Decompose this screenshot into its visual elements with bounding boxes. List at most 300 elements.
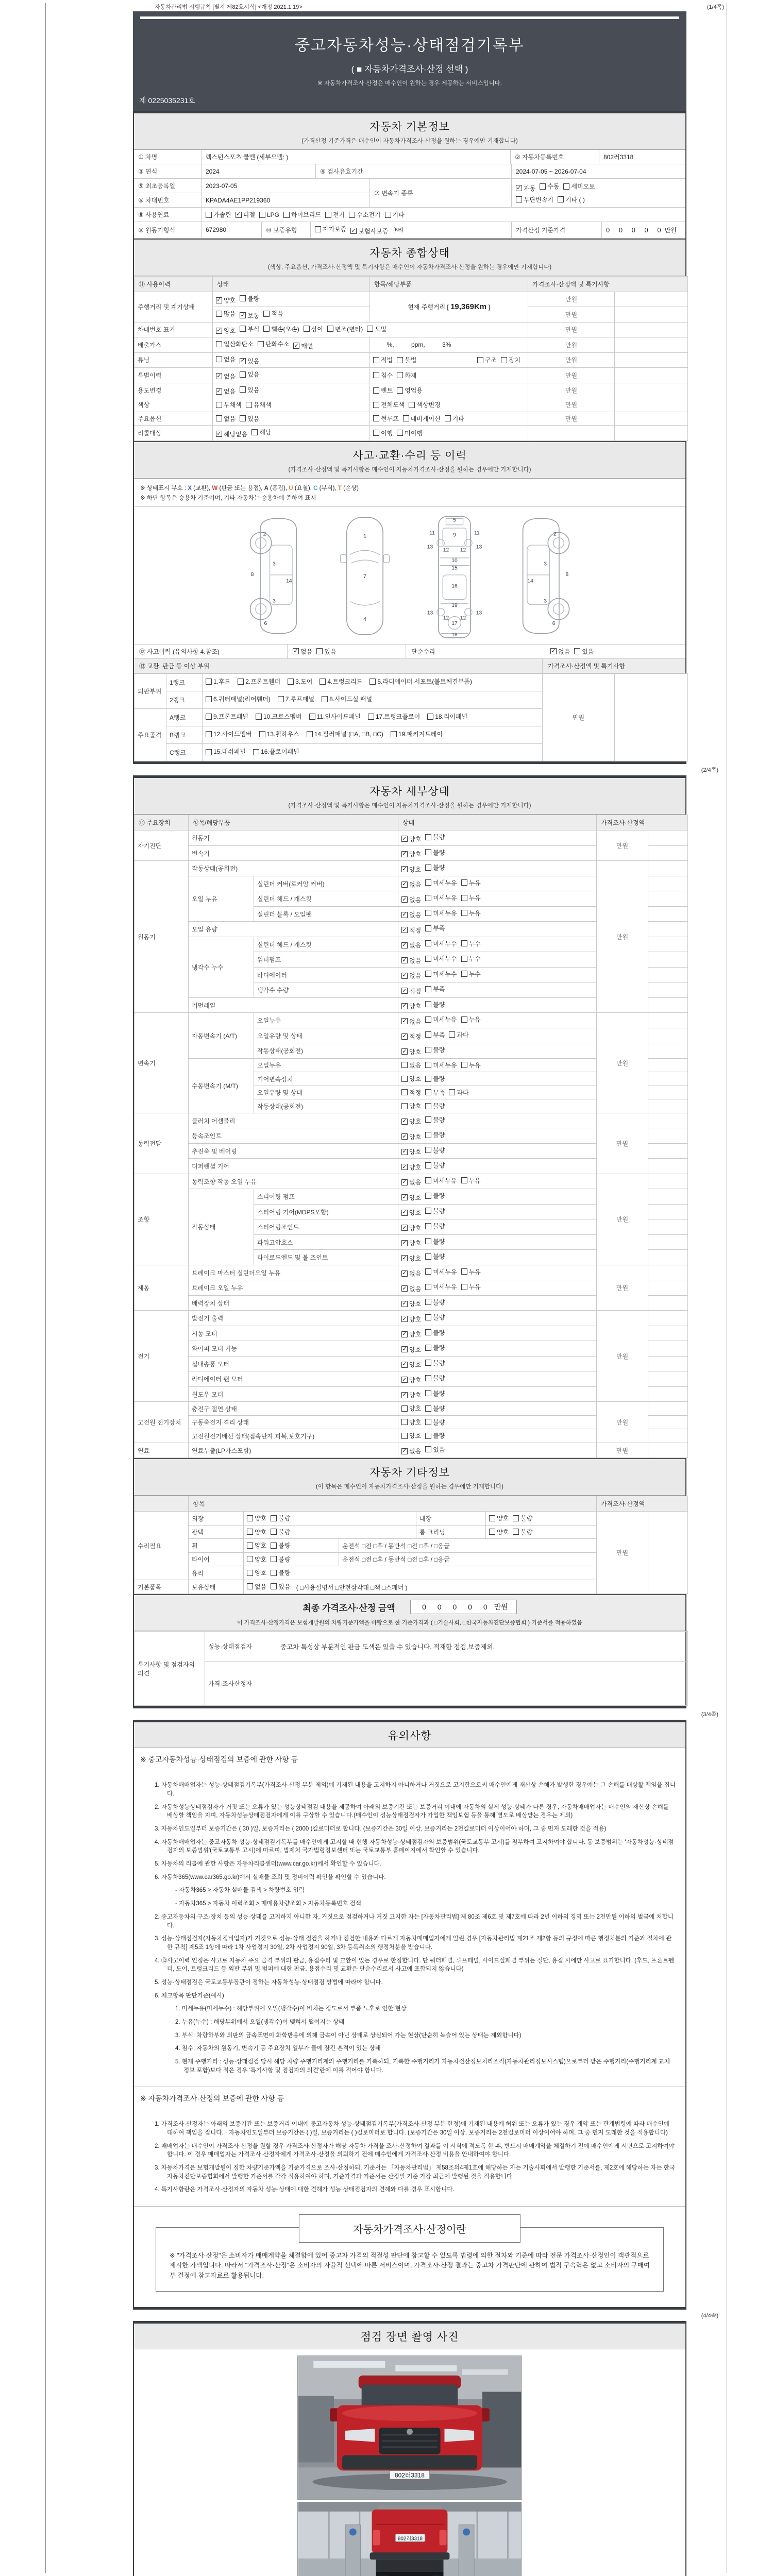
checkbox-label: 불량 <box>433 1046 445 1054</box>
checkbox-unchecked <box>516 195 553 204</box>
checkbox-unchecked <box>216 309 236 318</box>
final-price-label: 최종 가격조사·산정 금액 <box>303 1603 395 1613</box>
checkbox-icon <box>425 1360 431 1366</box>
checkbox-label: 유채색 <box>253 401 272 409</box>
checkbox-unchecked <box>258 340 289 348</box>
checkbox-unchecked <box>373 355 393 364</box>
section-title: 사고·교환·수리 등 이력 <box>352 449 467 462</box>
item-label: 내장 <box>416 1512 486 1526</box>
note-cell <box>648 1128 688 1144</box>
item-label: 외장 <box>189 1512 244 1526</box>
checkbox-icon: ✓ <box>551 648 556 654</box>
diagram-number: 8 <box>250 571 254 578</box>
note-cell <box>648 1295 688 1311</box>
subitem-label: 실린더 헤드 / 개스킷 <box>254 891 398 907</box>
checkbox-icon <box>206 731 212 737</box>
checkbox-icon <box>373 387 379 394</box>
item-label: 광택 <box>189 1525 244 1539</box>
status-cell <box>244 1512 416 1526</box>
checkbox-label: 상이 <box>311 325 323 333</box>
checkbox-checked <box>350 227 388 235</box>
checkbox-label: 양호 <box>409 1361 422 1369</box>
detail-status-table <box>134 815 688 1458</box>
checkbox-icon: ✓ <box>402 942 407 948</box>
checkbox-unchecked <box>216 414 236 423</box>
status-code-desc: (손상) <box>341 485 359 492</box>
checkbox-label: 16.플로어패널 <box>261 748 299 756</box>
item-label: 수동변속기 (M/T) <box>189 1058 254 1113</box>
status-code-desc: (요철), <box>293 485 314 492</box>
table-row <box>135 1013 688 1028</box>
status-cell <box>398 1219 597 1235</box>
checkbox-label: 양호 <box>497 1515 509 1522</box>
checkbox-label: 없음 <box>224 388 236 395</box>
checkbox-label: 양호 <box>409 1224 422 1232</box>
checkbox-unchecked <box>247 1582 266 1591</box>
checkbox-label: 수소전기 <box>357 211 381 218</box>
notice-item: 3. 자동차인도일부터 보증기간은 ( 30 )일, 보증거리는 ( 2000 )킬로미터로 합니다. (보증기간은 30일 이상, 보증거리는 2천킬로미터 이상이어야 하며, 그 중 먼저 도래한 것을 적용) <box>155 1826 607 1833</box>
checkbox-icon <box>425 895 431 901</box>
checkbox-icon <box>425 956 431 962</box>
checkbox-label: 불량 <box>433 1298 445 1306</box>
checkbox-checked <box>401 1315 421 1324</box>
note-cell <box>648 997 688 1013</box>
panel-items-cell <box>203 673 543 691</box>
checkbox-icon <box>325 212 331 218</box>
checkbox-checked <box>216 326 236 335</box>
checkbox-icon <box>409 402 415 408</box>
rank-label: 1랭크 <box>166 673 203 691</box>
checkbox-checked <box>401 1002 421 1010</box>
subitem-label: 스티어링 기어(MDPS포함) <box>254 1204 398 1219</box>
checkbox-label: 가솔린 <box>213 211 231 218</box>
note-cell <box>648 1265 688 1280</box>
car-name-value: 렉스턴스포츠 쿨멘 (세부모델: ) <box>201 150 510 164</box>
checkbox-icon: ✓ <box>402 1285 407 1292</box>
car-diagram <box>134 507 685 645</box>
status-code-T: T <box>338 485 342 492</box>
note-cell <box>615 398 688 412</box>
checkbox-label: 양호 <box>409 835 422 843</box>
checkbox-icon <box>216 415 222 421</box>
document-subtitle: ( ■ 자동차가격조사·산정 선택 ) <box>351 64 468 74</box>
item-label: 작동상태(공회전) <box>189 861 398 876</box>
checkbox-label: 과다 <box>457 1089 469 1096</box>
checkbox-unchecked <box>206 711 248 723</box>
checkbox-icon <box>425 971 431 977</box>
mid-checks-left <box>373 400 445 410</box>
overall-status-table <box>134 276 688 441</box>
checkbox-unchecked <box>259 211 279 218</box>
checkbox-label: 있음 <box>247 415 260 422</box>
checkbox-label: 전체도색 <box>381 401 405 409</box>
checkbox-label: 불량 <box>433 1329 445 1336</box>
note-cell <box>648 982 688 998</box>
checkbox-label: 부족 <box>433 986 445 993</box>
checkbox-unchecked <box>425 1088 445 1097</box>
checkbox-label: 양호 <box>409 1315 422 1323</box>
note-cell <box>648 1371 688 1387</box>
checkbox-label: 불량 <box>433 1001 445 1008</box>
checkbox-icon: ✓ <box>402 1148 407 1155</box>
checkbox-label: 미세누수 <box>433 970 457 978</box>
checkbox-icon <box>283 212 290 218</box>
note-cell <box>648 1028 688 1043</box>
checkbox-label: 없음 <box>255 1583 267 1590</box>
item-label: 와이퍼 모터 기능 <box>189 1341 398 1357</box>
diagram-number: 1 <box>363 533 366 539</box>
use-item-label: 주행거리 및 계기상태 <box>135 292 213 322</box>
checkbox-icon <box>271 1543 277 1549</box>
section-photos <box>133 2321 686 2576</box>
note-cell <box>615 292 688 307</box>
note-cell <box>648 1219 688 1235</box>
checkbox-icon <box>425 1405 431 1412</box>
price-cell: 만원 <box>597 831 648 861</box>
checkbox-icon <box>206 212 212 218</box>
device-label: 변속기 <box>135 1013 189 1113</box>
checkbox-label: 미이행 <box>405 429 423 437</box>
checkbox-unchecked <box>247 1514 266 1522</box>
price-cell: 만원 <box>528 322 615 337</box>
price-cell <box>528 426 615 441</box>
status-cell <box>398 1189 597 1205</box>
checkbox-label: 양호 <box>255 1515 267 1522</box>
checkbox-unchecked <box>271 1541 290 1550</box>
checkbox-unchecked <box>461 1015 481 1024</box>
checkbox-icon <box>461 940 467 946</box>
checkbox-label: 기타 <box>392 211 405 218</box>
checkbox-unchecked <box>397 429 423 437</box>
checkbox-unchecked <box>427 711 467 723</box>
checkbox-icon <box>540 183 546 190</box>
checkbox-label: 없음 <box>409 1448 422 1455</box>
notice-item: 4. 특기사항란은 가격조사·산정자의 자동차 성능·상태에 대한 견해가 성능·상태점검자의 견해와 다를 경우 표시합니다. <box>155 2187 455 2193</box>
checkbox-label: 자가보증 <box>323 226 347 233</box>
checkbox-label: 적법 <box>381 357 393 364</box>
checkbox-unchecked <box>322 693 372 705</box>
checkbox-label: 불량 <box>433 1344 445 1352</box>
checkbox-icon <box>256 714 262 720</box>
subitem-label: 오일누유 <box>254 1013 398 1028</box>
checkbox-unchecked <box>247 1568 266 1577</box>
checkbox-icon <box>401 1419 408 1425</box>
checkbox-icon <box>259 731 265 737</box>
item-label: 디퍼렌셜 기어 <box>189 1159 398 1174</box>
item-label: 유리 <box>189 1566 244 1580</box>
checkbox-icon: ✓ <box>216 327 222 333</box>
checkbox-unchecked <box>425 1191 445 1200</box>
checkbox-icon <box>259 212 265 218</box>
car-name-label: ① 차명 <box>138 154 158 161</box>
device-label: 제동 <box>135 1265 189 1311</box>
panel-group-label: 주요골격 <box>135 708 166 761</box>
checkbox-icon <box>373 402 379 408</box>
checkbox-unchecked <box>425 985 445 993</box>
diagram-number: 11 <box>429 530 435 536</box>
document-title: 중고자동차성능·상태점검기록부 <box>295 37 525 54</box>
checkbox-icon: ✓ <box>402 896 407 903</box>
checkbox-icon <box>425 1193 431 1199</box>
checkbox-checked <box>240 357 259 365</box>
checkbox-label: 부족 <box>433 1089 445 1096</box>
inspection-period-label: ④ 검사유효기간 <box>315 164 511 178</box>
checkbox-unchecked <box>425 1161 445 1170</box>
checkbox-label: 있음 <box>324 648 337 655</box>
rank-label: 2랭크 <box>166 691 203 708</box>
checkbox-label: 양호 <box>409 1392 422 1399</box>
model-year-label: ③ 연식 <box>138 168 158 175</box>
checkbox-unchecked <box>304 325 323 333</box>
note-cell <box>615 352 688 368</box>
diagram-number: 7 <box>363 573 366 580</box>
checkbox-label: 11.인사이드패널 <box>316 713 361 720</box>
note-cell <box>648 1204 688 1219</box>
notice-item: 2. 중고자동차의 구조·장치 등의 성능·상태를 고지하지 아니한 자, 거짓으로 점검하거나 거짓 고지한 자는 [자동차관리법] 제 80조 제6호 및 제7호에 따라 2년 이하의 징역 또는 2천만원 이하의 벌금에 처합니다. <box>155 1913 674 1929</box>
checkbox-icon <box>461 879 467 886</box>
checkbox-icon: ✓ <box>216 388 222 394</box>
checkbox-label: 과다 <box>457 1031 469 1039</box>
diagram-number: 12 <box>460 547 466 553</box>
checkbox-icon <box>425 1268 431 1275</box>
checkbox-label: 양호 <box>409 866 422 873</box>
checkbox-label: 양호 <box>255 1569 267 1577</box>
checkbox-label: 누유 <box>468 1016 481 1024</box>
checkbox-label: 해당 <box>259 429 272 436</box>
item-label: 룸 크리닝 <box>416 1525 486 1539</box>
final-price-note: 이 가격조사·산정가격은 보험개발원의 차량기준가액을 바탕으로 한 기준가격과 ( □기술사회, □한국자동차진단보증협회 ) 기준서를 적용하였음 <box>237 1620 582 1626</box>
note-cell <box>648 906 688 922</box>
checkbox-label: 있음 <box>247 386 260 394</box>
checkbox-checked <box>401 1284 421 1293</box>
checkbox-label: 무채색 <box>224 401 242 409</box>
checkbox-unchecked <box>397 355 416 364</box>
checkbox-icon: ✓ <box>402 1224 407 1231</box>
position-detail-cell: 운전석 □전 □후 / 동반석 □전 □후 / □응급 <box>339 1552 597 1566</box>
transmission-checks-line2 <box>516 195 681 205</box>
checkbox-icon <box>288 679 294 685</box>
checkbox-icon <box>501 357 507 363</box>
checkbox-unchecked <box>216 400 242 409</box>
table-row <box>135 322 688 337</box>
section-subtitle: (가격조사·산정액 및 특기사항은 매수인이 자동차가격조사·산정을 원하는 경우에만 기재합니다) <box>288 803 531 809</box>
mid-checks <box>373 400 525 410</box>
checkbox-icon <box>461 1016 467 1023</box>
fuel-label: ⑧ 사용연료 <box>138 211 170 218</box>
status-cell <box>486 1512 597 1526</box>
status-cell <box>398 1326 597 1341</box>
checkbox-icon <box>240 415 246 421</box>
checkbox-icon <box>461 1284 467 1290</box>
table-row <box>135 337 688 353</box>
table-row <box>135 292 688 307</box>
checkbox-checked <box>293 647 312 656</box>
checkbox-icon: ✓ <box>402 1033 407 1040</box>
checkbox-label: 없음 <box>409 1179 422 1187</box>
checkbox-icon <box>271 1556 277 1562</box>
item-label: 커먼레일 <box>189 997 398 1013</box>
status-cell <box>398 967 597 982</box>
price-cell: 만원 <box>597 1174 648 1265</box>
checkbox-checked <box>401 865 421 874</box>
table-row <box>134 179 685 208</box>
fuel-options <box>201 208 685 222</box>
checkbox-icon <box>397 357 403 363</box>
note-cell <box>648 1072 688 1086</box>
status-code-desc: (판금 또는 용접), <box>217 485 264 492</box>
checkbox-unchecked <box>251 428 271 436</box>
inspection-photos <box>134 2349 685 2576</box>
item-label: 발전기 출력 <box>189 1311 398 1326</box>
mid-cell <box>370 412 528 426</box>
checkbox-label: 6.쿼터패널(리어휀더) <box>213 695 271 703</box>
checkbox-checked <box>401 971 421 980</box>
checkbox-icon <box>307 731 313 737</box>
warranty-insurer: [KB] <box>393 227 404 233</box>
checkbox-checked <box>236 210 255 219</box>
item-label: 구동축전지 격리 상태 <box>189 1415 398 1429</box>
checkbox-icon: ✓ <box>402 835 407 842</box>
status-cell <box>244 1552 339 1566</box>
checkbox-unchecked <box>425 1282 457 1291</box>
table-header-row <box>135 1496 688 1512</box>
checkbox-checked <box>401 850 421 858</box>
notice-item: - 자동차365 > 자동차 실매물 검색 > 차량번호 입력 <box>175 1887 305 1894</box>
checkbox-label: 미세누유 <box>433 1061 457 1069</box>
checkbox-checked <box>401 1178 421 1187</box>
status-cell <box>398 1265 597 1280</box>
subitem-label: 작동상태(공회전) <box>254 1099 398 1113</box>
checkbox-icon <box>513 1515 519 1521</box>
notice-subheading-1: ※ 중고자동차성능·상태점검의 보증에 관한 사항 등 <box>134 1748 685 1771</box>
note-cell <box>648 1086 688 1099</box>
checkbox-label: 적정 <box>409 1033 422 1041</box>
notice-item: 1. 미세누유(미세누수) : 해당부위에 오일(냉각수)이 비치는 정도로서 부품 노후로 인한 현상 <box>175 2006 407 2012</box>
checkbox-icon <box>278 696 284 702</box>
status-cell <box>398 1250 597 1265</box>
item-label: 추진축 및 베어링 <box>189 1143 398 1159</box>
checkbox-label: 없음 <box>558 648 570 655</box>
status-cell <box>398 1143 597 1159</box>
checkbox-unchecked <box>425 924 445 933</box>
device-label: 고전원 전기장치 <box>135 1402 189 1443</box>
checkbox-icon <box>461 956 467 962</box>
checkbox-unchecked <box>315 225 346 233</box>
device-label: 연료 <box>135 1443 189 1458</box>
checkbox-icon: ✓ <box>402 1346 407 1352</box>
price-definition-title: 자동차가격조사·산정이란 <box>299 2214 520 2243</box>
note-cell <box>648 1512 688 1594</box>
checkbox-unchecked <box>425 1404 445 1413</box>
status-cell <box>398 1280 597 1296</box>
checkbox-icon <box>427 714 433 720</box>
checkbox-icon <box>425 834 431 840</box>
transmission-options <box>511 179 685 207</box>
diagram-number: 14 <box>286 578 292 584</box>
checkbox-label: 불량 <box>433 1116 445 1124</box>
notice-item: 3. 자동차가격은 보험개발원이 정한 차량기준가액을 기준가격으로 조사·산정하되, 기준서는 「자동차관리법」 제58조의4제1호에 해당하는 자는 기술사회에서 발행한 기준서를, 제2호에 해당하는 자는 한국자동차진단보증협회에서 발행한 기준서를 각각 적용하여야 하며, 기준가격과 기준서는 산정일 기준 가장 최근에 발행된 것을 적용합니다. <box>155 2164 675 2180</box>
checkbox-icon: ✓ <box>402 911 407 918</box>
checkbox-unchecked <box>397 386 423 395</box>
car-diagram-bottom <box>422 512 488 640</box>
subitem-label: 타이로드엔드 및 볼 조인트 <box>254 1250 398 1265</box>
diagram-number: 14 <box>527 578 533 584</box>
diagram-number: 13 <box>476 609 482 616</box>
checkbox-label: 누유 <box>468 879 481 887</box>
section-subtitle: (이 항목은 매수인이 자동차가격조사·산정을 원하는 경우에만 기재합니다) <box>316 1484 503 1490</box>
checkbox-label: 적음 <box>271 310 283 317</box>
checkbox-icon <box>461 1062 467 1068</box>
checkbox-icon <box>373 415 379 421</box>
col-part: 항목/해당부품 <box>370 276 528 292</box>
checkbox-unchecked <box>206 693 271 705</box>
checkbox-checked <box>401 1447 421 1455</box>
inspector-role: 성능·상태점검자 <box>205 1632 277 1662</box>
price-cell: 만원 <box>597 1311 648 1402</box>
checkbox-unchecked <box>461 1282 481 1291</box>
table-row <box>135 861 688 876</box>
checkbox-label: 양호 <box>409 1163 422 1171</box>
checkbox-unchecked <box>271 1568 290 1577</box>
page-number-1: (1/4쪽) <box>707 4 724 10</box>
checkbox-label: 영업용 <box>405 387 423 394</box>
checkbox-unchecked <box>256 711 302 723</box>
checkbox-checked <box>216 387 236 396</box>
checkbox-checked <box>401 1208 421 1217</box>
checkbox-label: 양호 <box>409 1418 422 1426</box>
diagram-number: 13 <box>427 609 433 616</box>
checkbox-unchecked <box>373 429 393 437</box>
section-page2 <box>133 775 686 1708</box>
accident-legend <box>134 479 685 507</box>
price-cell: 만원 <box>597 861 648 1013</box>
checkbox-label: 불량 <box>433 1162 445 1170</box>
checkbox-icon <box>489 1515 495 1521</box>
checkbox-label: 화재 <box>405 371 417 379</box>
checkbox-icon <box>368 714 374 720</box>
checkbox-icon <box>558 196 564 202</box>
status-cell <box>398 831 597 846</box>
diagram-number: 3 <box>544 561 547 567</box>
diagram-number: 8 <box>565 571 569 578</box>
basic-info-table <box>134 150 685 239</box>
checkbox-label: 양호 <box>409 1405 422 1413</box>
notice-item: 2. 자동차성능상태점검자가 거짓 또는 오류가 있는 성능상태점검 내용을 제공하여 아래의 보증기간 또는 보증거리 이내에 자동차의 실제 성능·상태가 다른 경우, 자동차매매업자는 매수인의 재산상 손해를 배상할 책임을 지며, 자동차성능상태점검자에게 이를 구상할 수 있습니다.(매수인이 성능상태점검자가 가입한 책임보험 등을 통해 별도로 배상받는 경우는 제외) <box>155 1804 669 1819</box>
checkbox-unchecked <box>425 1389 445 1398</box>
checkbox-unchecked <box>216 340 254 348</box>
checkbox-icon <box>449 1089 455 1095</box>
checkbox-label: 미세누수 <box>433 955 457 963</box>
col-status: 상태 <box>213 276 370 292</box>
checkbox-icon: ✓ <box>402 972 407 979</box>
checkbox-icon <box>425 940 431 946</box>
checkbox-icon <box>373 430 379 436</box>
status-cell <box>213 383 370 398</box>
status-cell <box>398 1072 597 1086</box>
checkbox-unchecked <box>425 893 457 902</box>
table-row <box>135 412 688 426</box>
checkbox-unchecked <box>246 400 272 409</box>
checkbox-icon <box>425 1047 431 1053</box>
status-cell <box>398 1415 597 1429</box>
checkbox-unchecked <box>461 909 481 918</box>
mid-checks <box>373 355 525 365</box>
price-cell: 만원 <box>597 1265 648 1311</box>
mileage-cell: 현재 주행거리 [ 19,369Km ] <box>370 292 528 322</box>
col-status: 상태 <box>398 815 597 831</box>
checkbox-label: 누유 <box>468 1177 481 1184</box>
checkbox-icon <box>425 1314 431 1320</box>
